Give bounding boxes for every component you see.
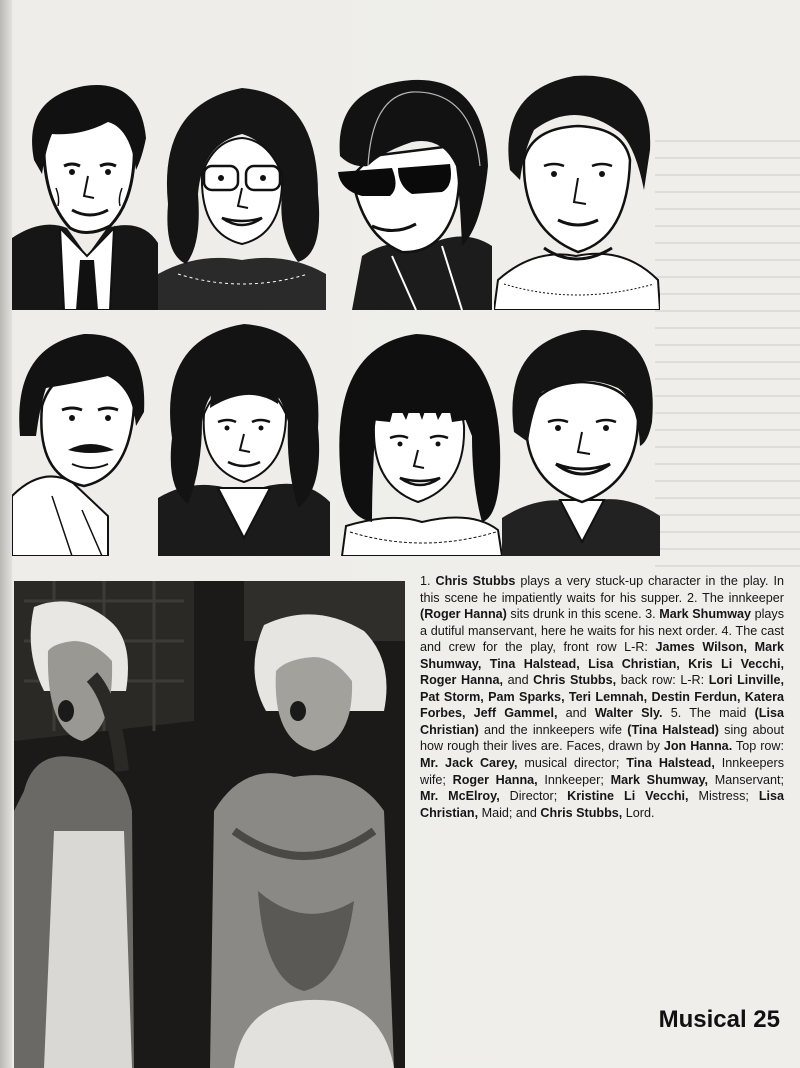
caption-text: back row: L-R: <box>616 673 709 688</box>
caption-name: Chris Stubbs, <box>533 673 617 688</box>
caption-text: and the innkeepers wife <box>478 722 628 737</box>
drawing-tina-halstead <box>158 84 326 310</box>
caption-name: (Tina Halstead) <box>627 722 719 737</box>
drawing-kristine-li-vecchi <box>158 318 330 556</box>
caption-name: Lisa Christian, <box>420 789 785 820</box>
caption-text: Mistress; <box>688 789 759 804</box>
caption-name: Roger Hanna, <box>452 772 538 787</box>
caption-name: Mr. Jack Carey, <box>420 756 518 771</box>
caption-name: (Roger Hanna) <box>420 607 507 622</box>
caption-text: Lord. <box>622 805 655 820</box>
caption-name: Tina Halstead, <box>626 756 715 771</box>
stage-photo <box>14 581 405 1068</box>
drawing-mr-mcelroy <box>12 326 152 556</box>
caption-text: Innkeepers wife; <box>420 756 785 787</box>
caption-text: Director; <box>499 789 568 804</box>
drawing-jack-carey <box>12 78 158 310</box>
caption-text: Manservant; <box>708 772 785 787</box>
photo-caption <box>420 573 784 821</box>
caption-name: Mark Shumway <box>659 607 752 622</box>
caption-name: Jon Hanna. <box>663 739 733 754</box>
caption-text: Top row: <box>732 739 784 754</box>
caption-name: Chris Stubbs, <box>540 805 623 820</box>
caption-text: plays a very stuck-up character in the play. In this scene he impatiently waits for his supper. 2. The innkeeper <box>420 574 784 605</box>
caption-text: 1. <box>420 574 436 588</box>
caption-text: sits drunk in this scene. 3. <box>506 607 660 622</box>
bleed-through-text <box>655 140 800 580</box>
caption-text: Innkeeper; <box>537 772 611 787</box>
drawing-chris-stubbs <box>502 322 660 556</box>
caption-name: Mark Shumway, <box>610 772 709 787</box>
caption-name: Walter Sly. <box>594 706 663 721</box>
caption-text: sing about how rough their lives are. Faces, drawn by <box>420 722 784 754</box>
caption-name: Chris Stubbs <box>435 574 516 588</box>
caption-name: Kristine Li Vecchi, <box>567 789 689 804</box>
drawing-lisa-christian <box>332 326 502 556</box>
page-spine <box>0 0 12 1068</box>
caption-name: Lori Linville, Pat Storm, Pam Sparks, Teri Lemnah, Destin Ferdun, Katera Forbes, Jeff Gammel, <box>420 673 784 721</box>
caption-text: 5. The maid <box>662 706 755 721</box>
drawing-roger-hanna <box>332 76 492 310</box>
drawing-mark-shumway <box>494 70 660 310</box>
caption-text: and <box>557 706 595 721</box>
caption-name: Mr. McElroy, <box>420 789 500 804</box>
caption-text: plays a dutiful manservant, here he waits for his next order. 4. The cast and crew for the play, front row L-R: <box>420 607 785 655</box>
caption-text: Maid; and <box>478 805 541 820</box>
caption-text: and <box>502 673 534 688</box>
caption-name: (Lisa Christian) <box>420 706 785 737</box>
caption-text: musical director; <box>517 756 627 771</box>
page-label: Musical 25 <box>658 1006 780 1033</box>
caption-name: James Wilson, Mark Shumway, Tina Halstead, Lisa Christian, Kris Li Vecchi, Roger Hanna, <box>420 640 784 688</box>
